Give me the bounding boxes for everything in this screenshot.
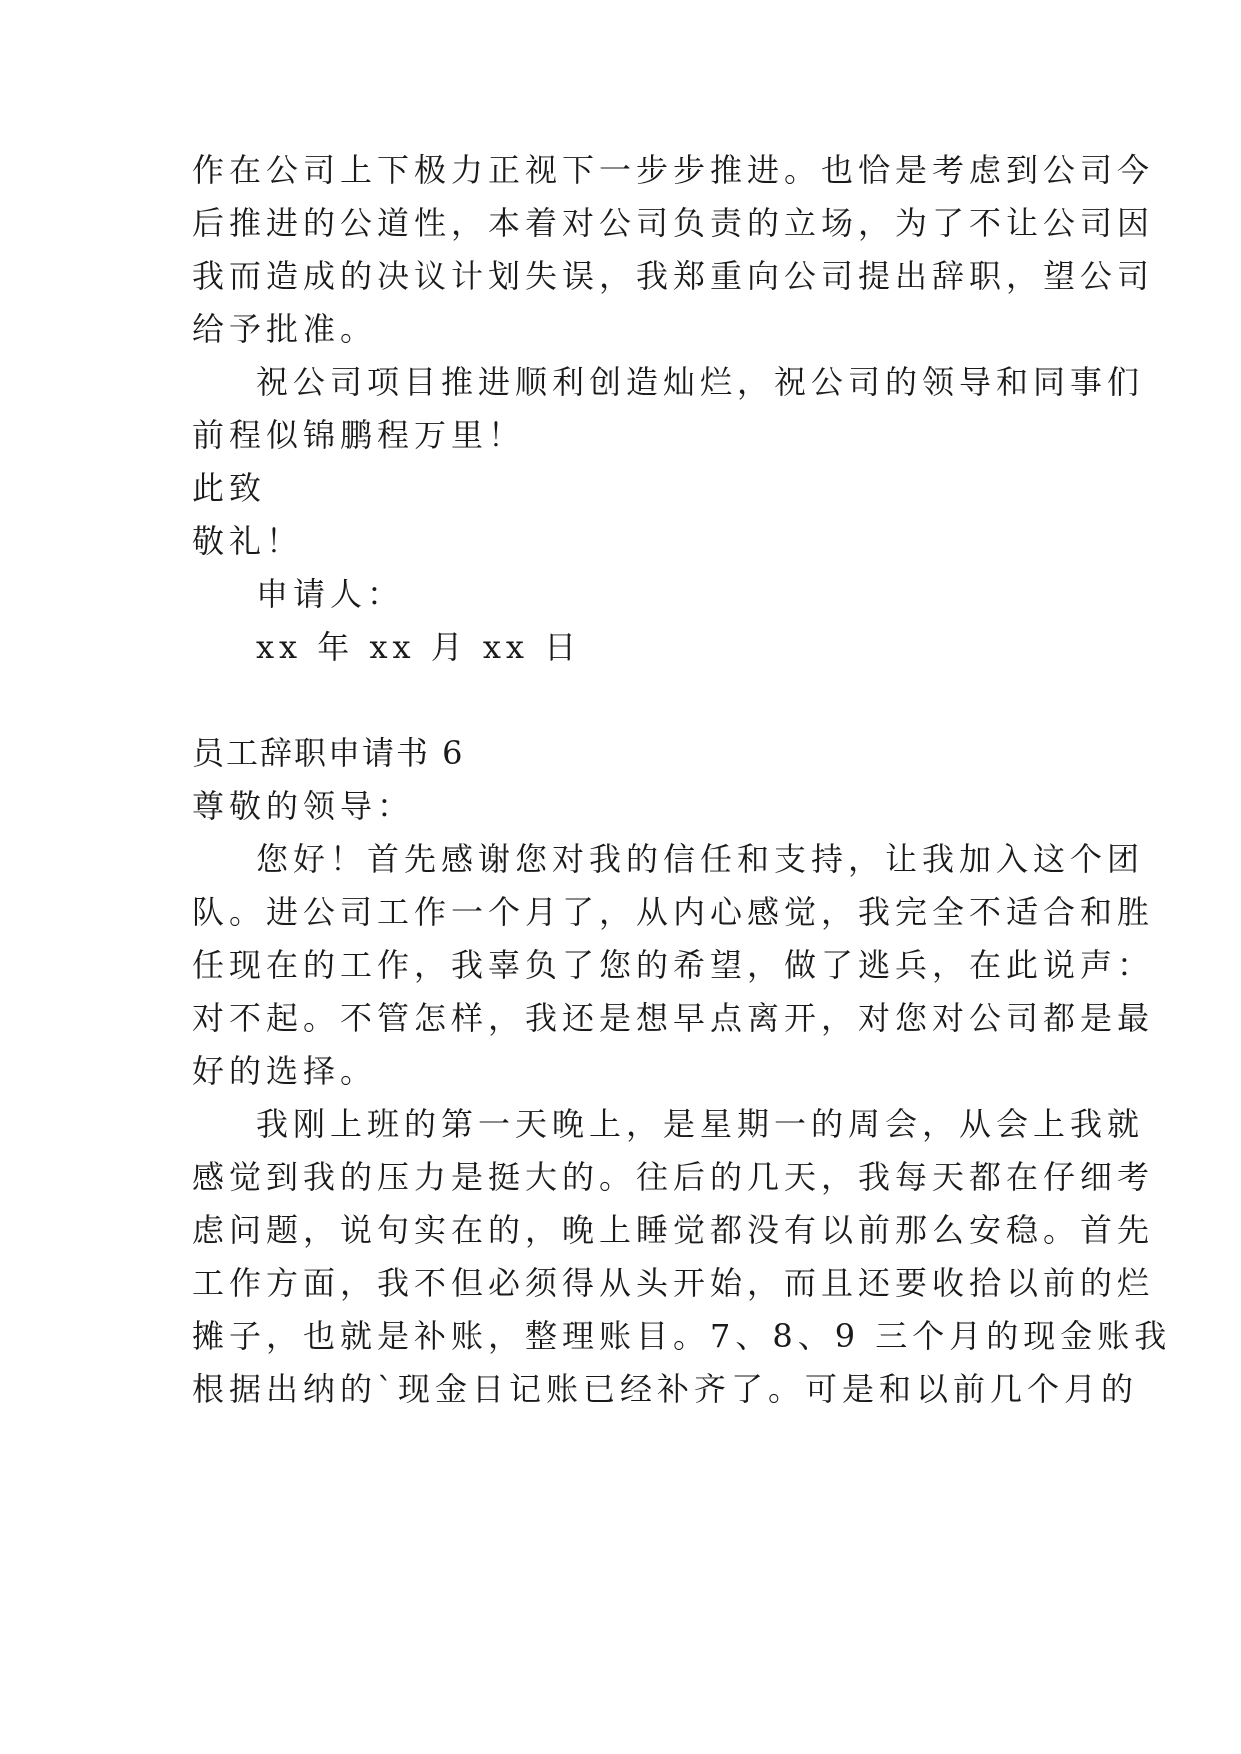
body-text-line: 祝公司项目推进顺利创造灿烂，祝公司的领导和同事们 xyxy=(256,363,1145,401)
body-text-line: 作在公司上下极力正视下一步步推进。也恰是考虑到公司今 xyxy=(192,151,1155,189)
closing-regards: 敬礼！ xyxy=(192,522,304,560)
body-text-line: 感觉到我的压力是挺大的。往后的几天，我每天都在仔细考 xyxy=(192,1158,1155,1196)
body-text-line: 您好！首先感谢您对我的信任和支持，让我加入这个团 xyxy=(256,840,1145,878)
body-text-line: 摊子，也就是补账，整理账目。7、8、9 三个月的现金账我 xyxy=(192,1317,1172,1355)
body-text-line: 根据出纳的`现金日记账已经补齐了。可是和以前几个月的 xyxy=(192,1370,1139,1408)
letter-title: 员工辞职申请书 6 xyxy=(192,734,465,772)
body-text-line: 给予批准。 xyxy=(192,310,378,348)
body-text-line: 队。进公司工作一个月了，从内心感觉，我完全不适合和胜 xyxy=(192,893,1155,931)
body-text-line: 任现在的工作，我辜负了您的希望，做了逃兵，在此说声： xyxy=(192,946,1155,984)
body-text-line: 我刚上班的第一天晚上，是星期一的周会，从会上我就 xyxy=(256,1105,1145,1143)
applicant-label: 申请人： xyxy=(256,575,405,613)
body-text-line: 后推进的公道性，本着对公司负责的立场，为了不让公司因 xyxy=(192,204,1155,242)
salutation: 尊敬的领导： xyxy=(192,787,415,825)
body-text-line: 我而造成的决议计划失误，我郑重向公司提出辞职，望公司 xyxy=(192,257,1155,295)
body-text-line: 对不起。不管怎样，我还是想早点离开，对您对公司都是最 xyxy=(192,999,1155,1037)
body-text-line: 虑问题，说句实在的，晚上睡觉都没有以前那么安稳。首先 xyxy=(192,1211,1155,1249)
body-text-line: 工作方面，我不但必须得从头开始，而且还要收拾以前的烂 xyxy=(192,1264,1155,1302)
body-text-line: 好的选择。 xyxy=(192,1052,378,1090)
date-line: xx 年 xx 月 xx 日 xyxy=(256,628,582,666)
closing-salutation: 此致 xyxy=(192,469,267,507)
body-text-line: 前程似锦鹏程万里！ xyxy=(192,416,526,454)
